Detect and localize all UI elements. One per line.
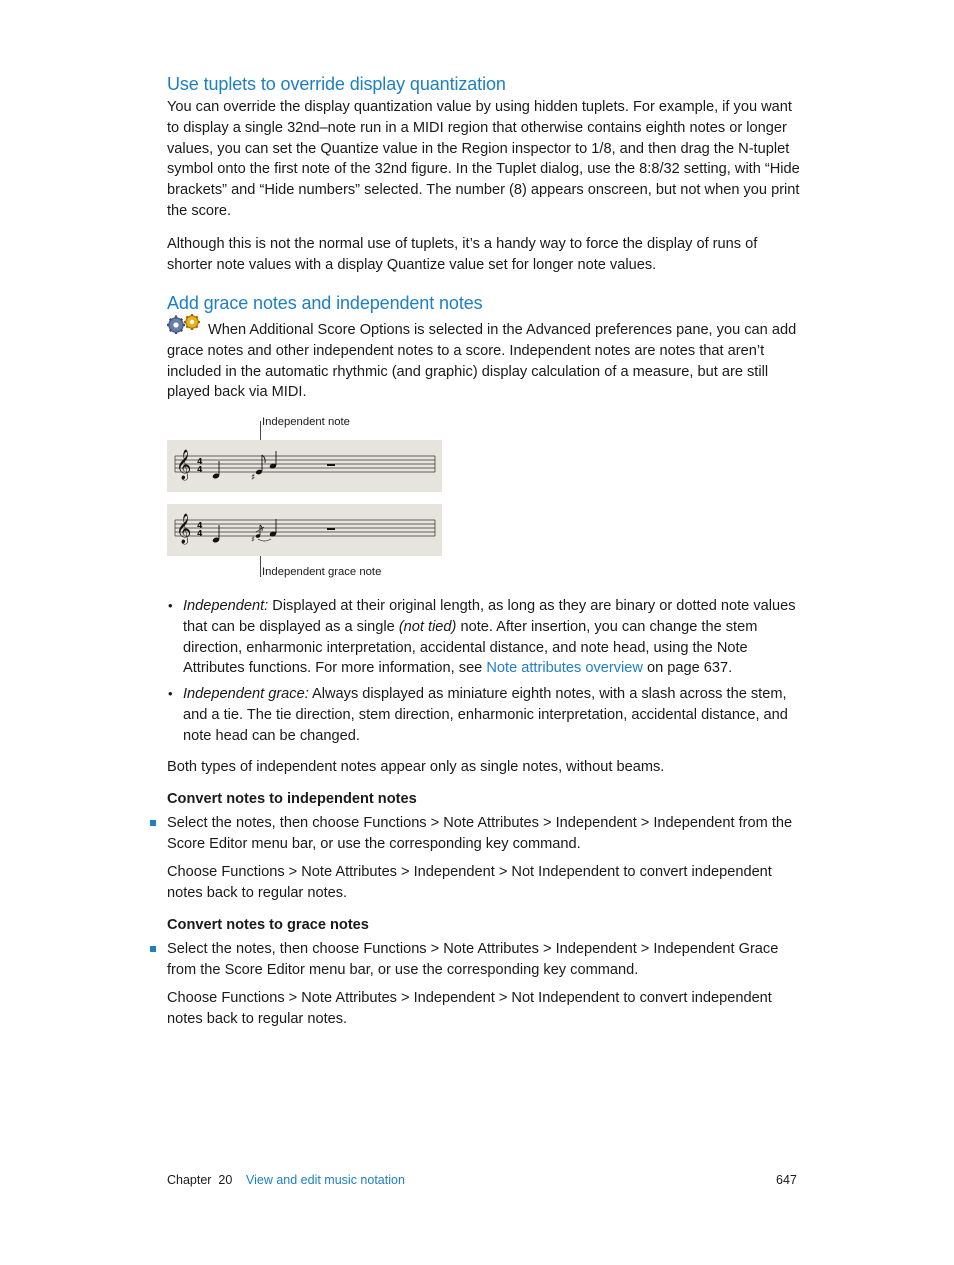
section-heading-tuplets: Use tuplets to override display quantization: [167, 74, 506, 94]
time-signature-top: 4: [197, 457, 203, 466]
step-bullet-icon: [150, 820, 156, 826]
callout-independent-note: Independent note: [262, 416, 350, 428]
bullet-term: Independent grace:: [183, 686, 309, 702]
notation-figure: [167, 415, 457, 585]
task2-followup: Choose Functions > Note Attributes > Independent > Not Independent to convert independent notes back to regular notes.: [167, 990, 772, 1027]
note-attributes-overview-link[interactable]: Note attributes overview: [486, 660, 643, 677]
staff-independent-grace-note: [167, 504, 442, 556]
bullet-dot: •: [168, 598, 173, 613]
time-signature-top: 4: [197, 521, 203, 530]
treble-clef-icon: 𝄞: [176, 450, 192, 480]
section-heading-grace-notes: Add grace notes and independent notes: [167, 293, 483, 313]
footer-chapter-link[interactable]: View and edit music notation: [246, 1173, 405, 1187]
bullet-independent-grace: Independent grace: Always displayed as miniature eighth notes, with a slash across the stem, and a tie. The tie direction, stem direction, enharmonic interpretation, accidental distance, and note head can be changed.: [183, 686, 788, 744]
bullet-term: Independent:: [183, 598, 269, 614]
tuplets-paragraph-1: You can override the display quantization value by using hidden tuplets. For example, if you want to display a single 32nd–note run in a MIDI region that otherwise contains eighth notes or longer values, you can set the Quantize value in the Region inspector to 1/8, and then drag the N-tuplet symbol onto the first note of the 32nd figure. In the Tuplet dialog, use the 8:8/32 setting, with “Hide brackets” and “Hide numbers” selected. The number (8) appears onscreen, but not when you print the score.: [167, 99, 800, 219]
task1-followup: Choose Functions > Note Attributes > Independent > Not Independent to convert independent notes back to regular notes.: [167, 864, 772, 901]
footer-page-number: 647: [776, 1173, 797, 1187]
time-signature-bottom: 4: [197, 465, 203, 474]
sharp-accidental-icon: ♯: [251, 535, 255, 544]
task-title-independent: Convert notes to independent notes: [167, 791, 417, 807]
grace-notes-intro: When Additional Score Options is selected in the Advanced preferences pane, you can add grace notes and other independent notes to a score. Independent notes are notes that aren’t included in the automatic rhythmic (and graphic) display calculation of a measure, but are still played back via MIDI.: [167, 322, 797, 401]
half-rest-icon: [327, 528, 335, 530]
after-bullets-paragraph: Both types of independent notes appear only as single notes, without beams.: [167, 759, 665, 775]
task-title-grace: Convert notes to grace notes: [167, 917, 369, 933]
task1-step: Select the notes, then choose Functions > Note Attributes > Independent > Independent from the Score Editor menu bar, or use the corresponding key command.: [167, 815, 793, 852]
half-rest-icon: [327, 464, 335, 466]
bullet-dot: •: [168, 686, 173, 701]
time-signature-bottom: 4: [197, 529, 203, 538]
callout-independent-grace-note: Independent grace note: [262, 566, 382, 578]
bullet-independent: Independent: Displayed at their original length, as long as they are binary or dotted note values that can be displayed as a single (not tied) note. After insertion, you can change the stem direction, enharmonic interpretation, accidental distance, and note head, using the Note Attributes functions. For more information, see Note attributes overview on page 637.: [183, 598, 796, 677]
tuplets-paragraph-2: Although this is not the normal use of tuplets, it’s a handy way to force the display of runs of shorter note values with a display Quantize value set for longer note values.: [167, 236, 758, 273]
footer-chapter-label: Chapter 20: [167, 1173, 233, 1187]
treble-clef-icon: 𝄞: [176, 514, 192, 544]
step-bullet-icon: [150, 946, 156, 952]
staff-independent-note: [167, 440, 442, 492]
sharp-accidental-icon: ♯: [251, 473, 256, 483]
task2-step: Select the notes, then choose Functions > Note Attributes > Independent > Independent Grace from the Score Editor menu bar, or use the corresponding key command.: [167, 941, 779, 978]
